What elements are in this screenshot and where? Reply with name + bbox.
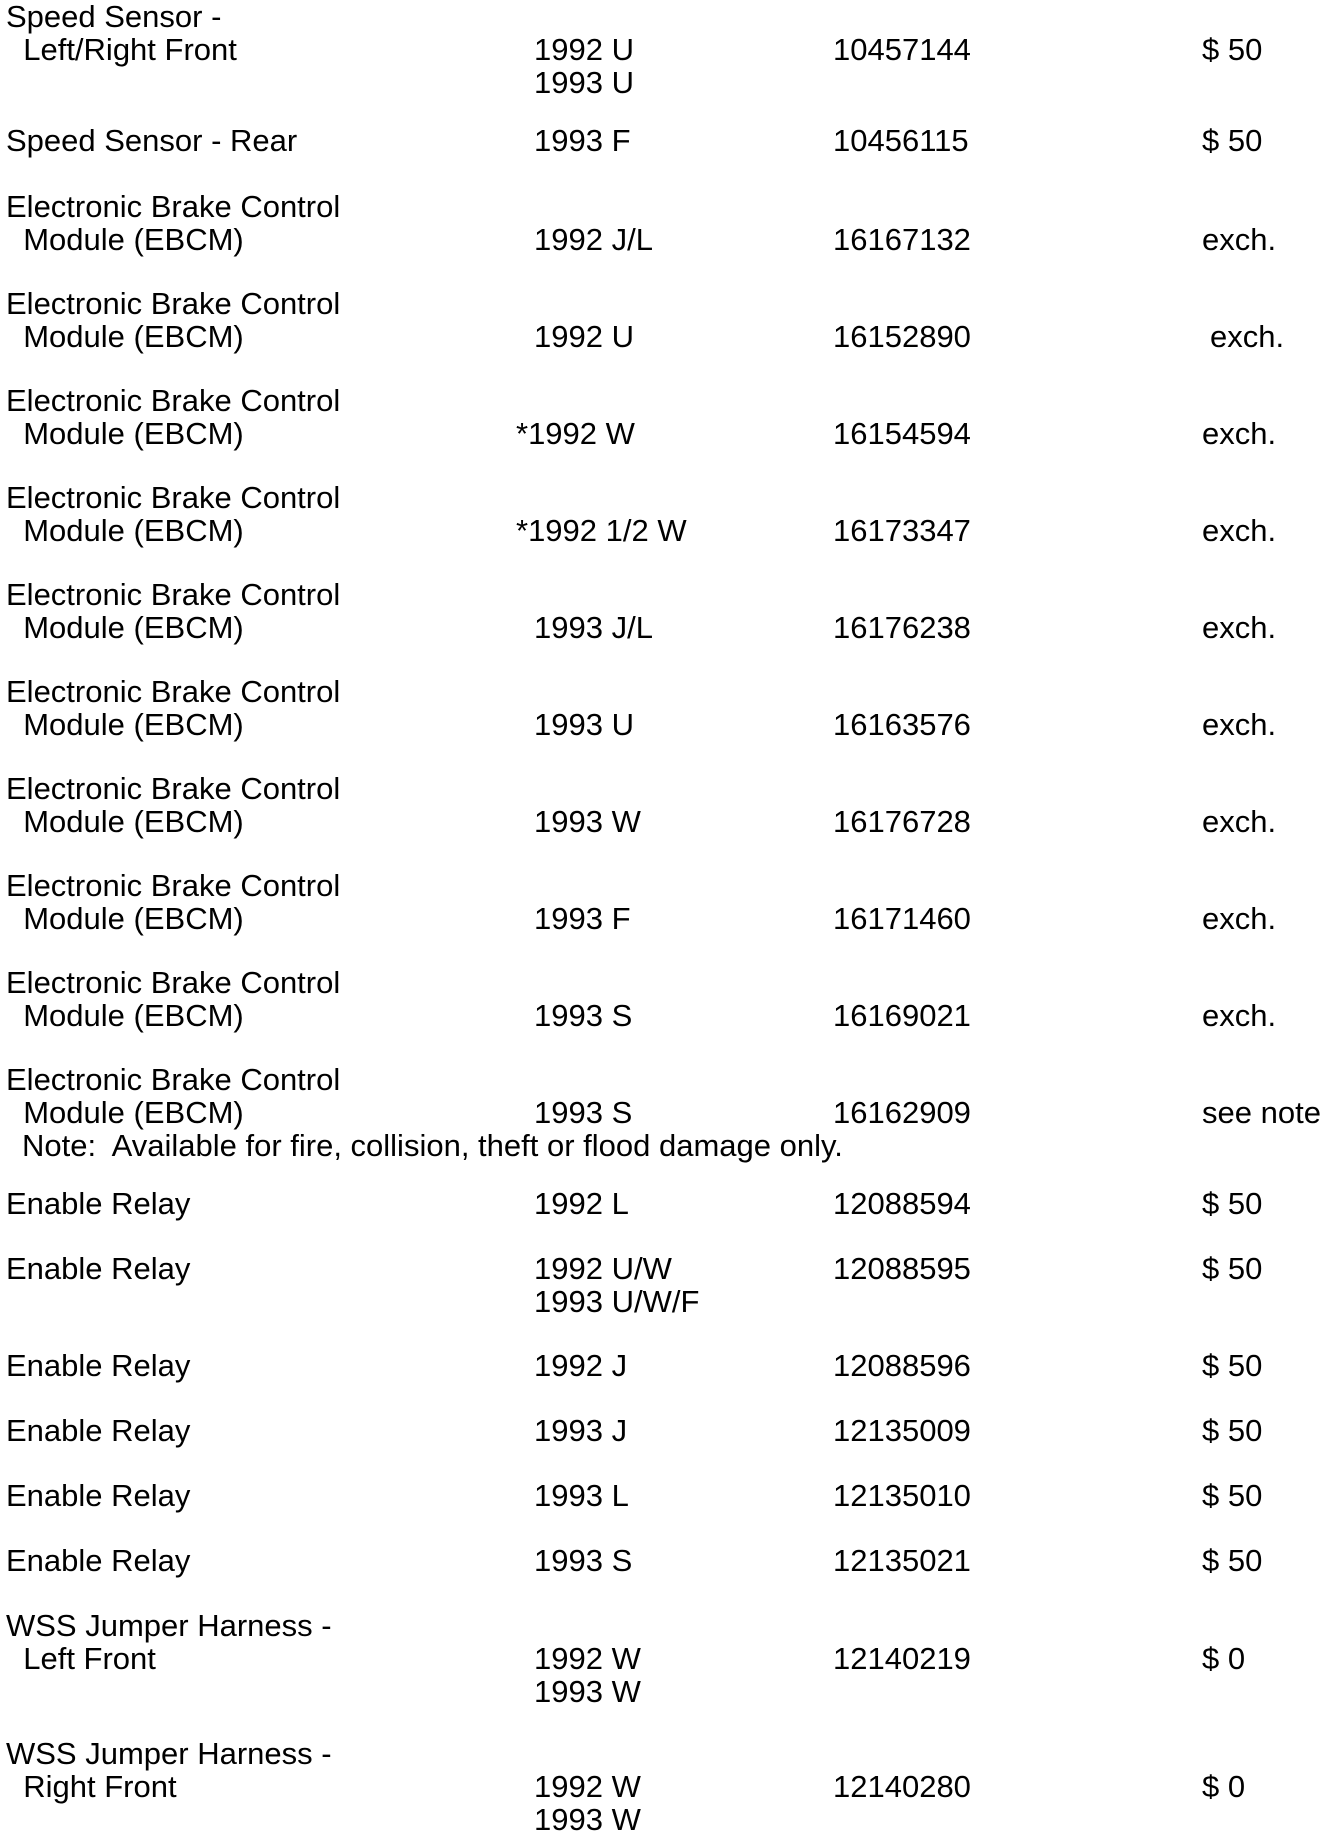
- price: $ 50: [1202, 1478, 1263, 1513]
- model-years: *1992 W: [516, 416, 635, 451]
- part-number: 12135021: [833, 1543, 971, 1578]
- price: exch.: [1202, 610, 1277, 645]
- model-years: 1992 J: [534, 1348, 628, 1383]
- part-description: Electronic Brake Control Module (EBCM): [6, 965, 341, 1033]
- price: $ 50: [1202, 32, 1263, 67]
- part-description: Enable Relay: [6, 1543, 191, 1578]
- model-years: 1992 W 1993 W: [534, 1769, 641, 1837]
- part-number: 16152890: [833, 319, 971, 354]
- part-description: Enable Relay: [6, 1478, 191, 1513]
- part-description: Electronic Brake Control Module (EBCM): [6, 674, 341, 742]
- model-years: 1993 S: [534, 1095, 633, 1130]
- part-number: 12135009: [833, 1413, 971, 1448]
- part-number: 16154594: [833, 416, 971, 451]
- model-years: 1992 U 1993 U: [534, 32, 634, 100]
- price: exch.: [1202, 998, 1277, 1033]
- part-number: 12135010: [833, 1478, 971, 1513]
- model-years: 1993 S: [534, 1543, 633, 1578]
- price: exch.: [1202, 222, 1277, 257]
- price: exch.: [1202, 513, 1277, 548]
- model-years: 1993 U: [534, 707, 634, 742]
- part-description: Enable Relay: [6, 1348, 191, 1383]
- price: $ 50: [1202, 1186, 1263, 1221]
- model-years: 1992 L: [534, 1186, 629, 1221]
- model-years: 1993 J: [534, 1413, 628, 1448]
- part-number: 10457144: [833, 32, 971, 67]
- price: $ 50: [1202, 123, 1263, 158]
- price: see note: [1202, 1095, 1321, 1130]
- part-number: 16163576: [833, 707, 971, 742]
- price: exch.: [1202, 901, 1277, 936]
- model-years: *1992 1/2 W: [516, 513, 687, 548]
- price: exch.: [1202, 707, 1277, 742]
- model-years: 1992 J/L: [534, 222, 653, 257]
- part-description: WSS Jumper Harness - Right Front: [6, 1736, 332, 1804]
- part-description: Speed Sensor - Rear: [6, 123, 298, 158]
- part-description: Electronic Brake Control Module (EBCM): [6, 480, 341, 548]
- part-number: 12088594: [833, 1186, 971, 1221]
- part-number: 16176238: [833, 610, 971, 645]
- model-years: 1993 L: [534, 1478, 629, 1513]
- model-years: 1993 F: [534, 901, 631, 936]
- price: $ 0: [1202, 1769, 1246, 1804]
- part-number: 16173347: [833, 513, 971, 548]
- price: exch.: [1202, 416, 1277, 451]
- part-number: 12140280: [833, 1769, 971, 1804]
- model-years: 1993 F: [534, 123, 631, 158]
- part-description: Electronic Brake Control Module (EBCM): [6, 577, 341, 645]
- part-description: Electronic Brake Control Module (EBCM): [6, 189, 341, 257]
- part-number: 16167132: [833, 222, 971, 257]
- price: $ 50: [1202, 1543, 1263, 1578]
- part-description: Enable Relay: [6, 1186, 191, 1221]
- part-number: 12140219: [833, 1641, 971, 1676]
- model-years: 1993 W: [534, 804, 641, 839]
- price: $ 0: [1202, 1641, 1246, 1676]
- part-description: Electronic Brake Control Module (EBCM): [6, 383, 341, 451]
- part-description: Electronic Brake Control Module (EBCM): [6, 868, 341, 936]
- availability-note: Note: Available for fire, collision, theft or flood damage only.: [22, 1128, 843, 1163]
- part-description: Electronic Brake Control Module (EBCM): [6, 286, 341, 354]
- part-number: 12088595: [833, 1251, 971, 1286]
- part-description: Electronic Brake Control Module (EBCM): [6, 771, 341, 839]
- part-number: 16162909: [833, 1095, 971, 1130]
- part-number: 16171460: [833, 901, 971, 936]
- price: $ 50: [1202, 1251, 1263, 1286]
- price: $ 50: [1202, 1348, 1263, 1383]
- part-description: Electronic Brake Control Module (EBCM): [6, 1062, 341, 1130]
- price: $ 50: [1202, 1413, 1263, 1448]
- part-description: Enable Relay: [6, 1251, 191, 1286]
- part-description: Speed Sensor - Left/Right Front: [6, 0, 237, 67]
- model-years: 1992 W 1993 W: [534, 1641, 641, 1709]
- part-number: 10456115: [833, 123, 969, 158]
- part-number: 16176728: [833, 804, 971, 839]
- model-years: 1992 U/W 1993 U/W/F: [534, 1251, 700, 1319]
- part-number: 12088596: [833, 1348, 971, 1383]
- price: exch.: [1210, 319, 1285, 354]
- model-years: 1993 S: [534, 998, 633, 1033]
- model-years: 1993 J/L: [534, 610, 653, 645]
- part-description: Enable Relay: [6, 1413, 191, 1448]
- price: exch.: [1202, 804, 1277, 839]
- part-number: 16169021: [833, 998, 971, 1033]
- part-description: WSS Jumper Harness - Left Front: [6, 1608, 332, 1676]
- model-years: 1992 U: [534, 319, 634, 354]
